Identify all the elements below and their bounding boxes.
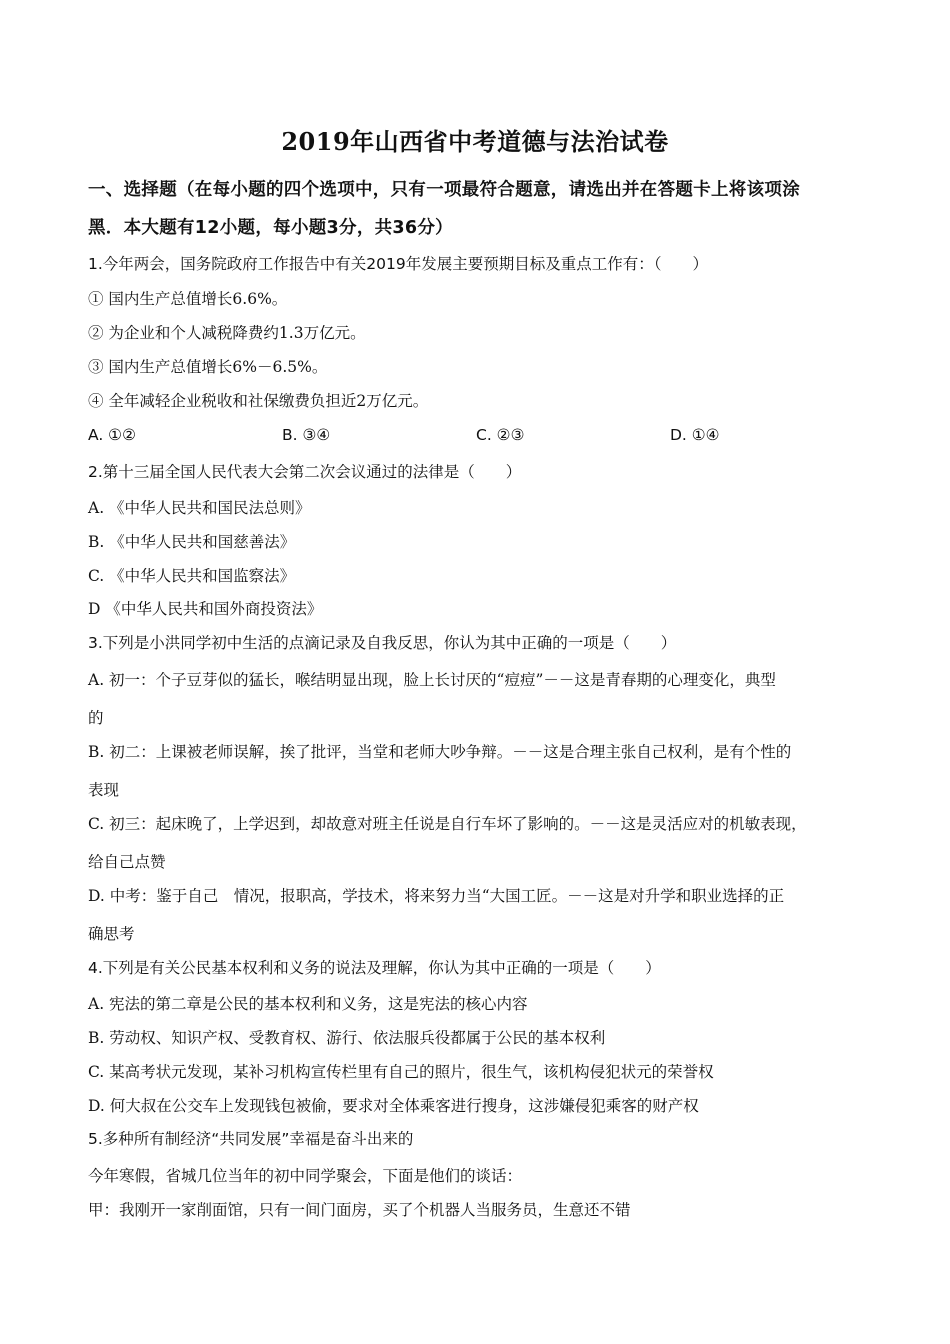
question-3-line: A. 初一：个子豆芽似的猛长，喉结明显出现，脸上长讨厌的“痘痘”－－这是青春期的心理变化，典型 xyxy=(88,671,776,689)
page-title: 2019年山西省中考道德与法治试卷 xyxy=(281,127,669,156)
question-3-line: B. 初二：上课被老师误解，挨了批评，当堂和老师大吵争辩。－－这是合理主张自己权利，是有个性的 xyxy=(88,743,792,761)
question-1-stem: 1.今年两会，国务院政府工作报告中有关2019年发展主要预期目标及重点工作有：（ ） xyxy=(88,255,708,273)
question-1-item: ① 国内生产总值增长6.6%。 xyxy=(88,290,288,308)
question-4-option-a: A. 宪法的第二章是公民的基本权利和义务，这是宪法的核心内容 xyxy=(88,995,528,1013)
question-3-stem: 3.下列是小洪同学初中生活的点滴记录及自我反思，你认为其中正确的一项是（ ） xyxy=(88,634,677,652)
question-1-option-a: A. ①② xyxy=(88,426,136,444)
question-4-option-d: D. 何大叔在公交车上发现钱包被偷，要求对全体乘客进行搜身，这涉嫌侵犯乘客的财产权 xyxy=(88,1097,699,1115)
question-1-item: ③ 国内生产总值增长6%－6.5%。 xyxy=(88,358,328,376)
question-1-item: ④ 全年减轻企业税收和社保缴费负担近2万亿元。 xyxy=(88,392,429,410)
question-1-option-c: C. ②③ xyxy=(476,426,525,444)
question-3-line: C. 初三：起床晚了，上学迟到，却故意对班主任说是自行车坏了影响的。－－这是灵活应对的机敏表现， xyxy=(88,815,807,833)
question-5-line: 甲：我刚开一家削面馆，只有一间门面房，买了个机器人当服务员，生意还不错 xyxy=(88,1201,631,1219)
question-3-line: 确思考 xyxy=(88,925,135,943)
question-3-line: 的 xyxy=(88,709,104,727)
question-3-line: 给自己点赞 xyxy=(88,853,166,871)
question-3-line: D. 中考：鉴于自己 情况，报职高，学技术，将来努力当“大国工匠。－－这是对升学和职业选择的正 xyxy=(88,887,785,905)
question-3-line: 表现 xyxy=(88,781,120,799)
question-4-stem: 4.下列是有关公民基本权利和义务的说法及理解，你认为其中正确的一项是（ ） xyxy=(88,959,661,977)
question-2-option-c: C. 《中华人民共和国监察法》 xyxy=(88,567,296,585)
section-heading-line-1: 一、选择题（在每小题的四个选项中，只有一项最符合题意，请选出并在答题卡上将该项涂 xyxy=(88,180,800,200)
question-2-stem: 2.第十三届全国人民代表大会第二次会议通过的法律是（ ） xyxy=(88,463,522,481)
question-2-option-a: A. 《中华人民共和国民法总则》 xyxy=(88,499,311,517)
question-2-option-d: D 《中华人民共和国外商投资法》 xyxy=(88,600,323,618)
question-4-option-c: C. 某高考状元发现，某补习机构宣传栏里有自己的照片，很生气，该机构侵犯状元的荣誉权 xyxy=(88,1063,714,1081)
section-heading-line-2: 黑．本大题有12小题，每小题3分，共36分） xyxy=(88,218,453,238)
question-4-option-b: B. 劳动权、知识产权、受教育权、游行、依法服兵役都属于公民的基本权利 xyxy=(88,1029,606,1047)
question-1-item: ② 为企业和个人减税降费约1.3万亿元。 xyxy=(88,324,366,342)
question-1-option-d: D. ①④ xyxy=(670,426,720,444)
question-5-stem: 5.多种所有制经济“共同发展”幸福是奋斗出来的 xyxy=(88,1130,414,1148)
question-1-option-b: B. ③④ xyxy=(282,426,331,444)
question-2-option-b: B. 《中华人民共和国慈善法》 xyxy=(88,533,296,551)
question-5-line: 今年寒假，省城几位当年的初中同学聚会，下面是他们的谈话： xyxy=(88,1167,523,1185)
